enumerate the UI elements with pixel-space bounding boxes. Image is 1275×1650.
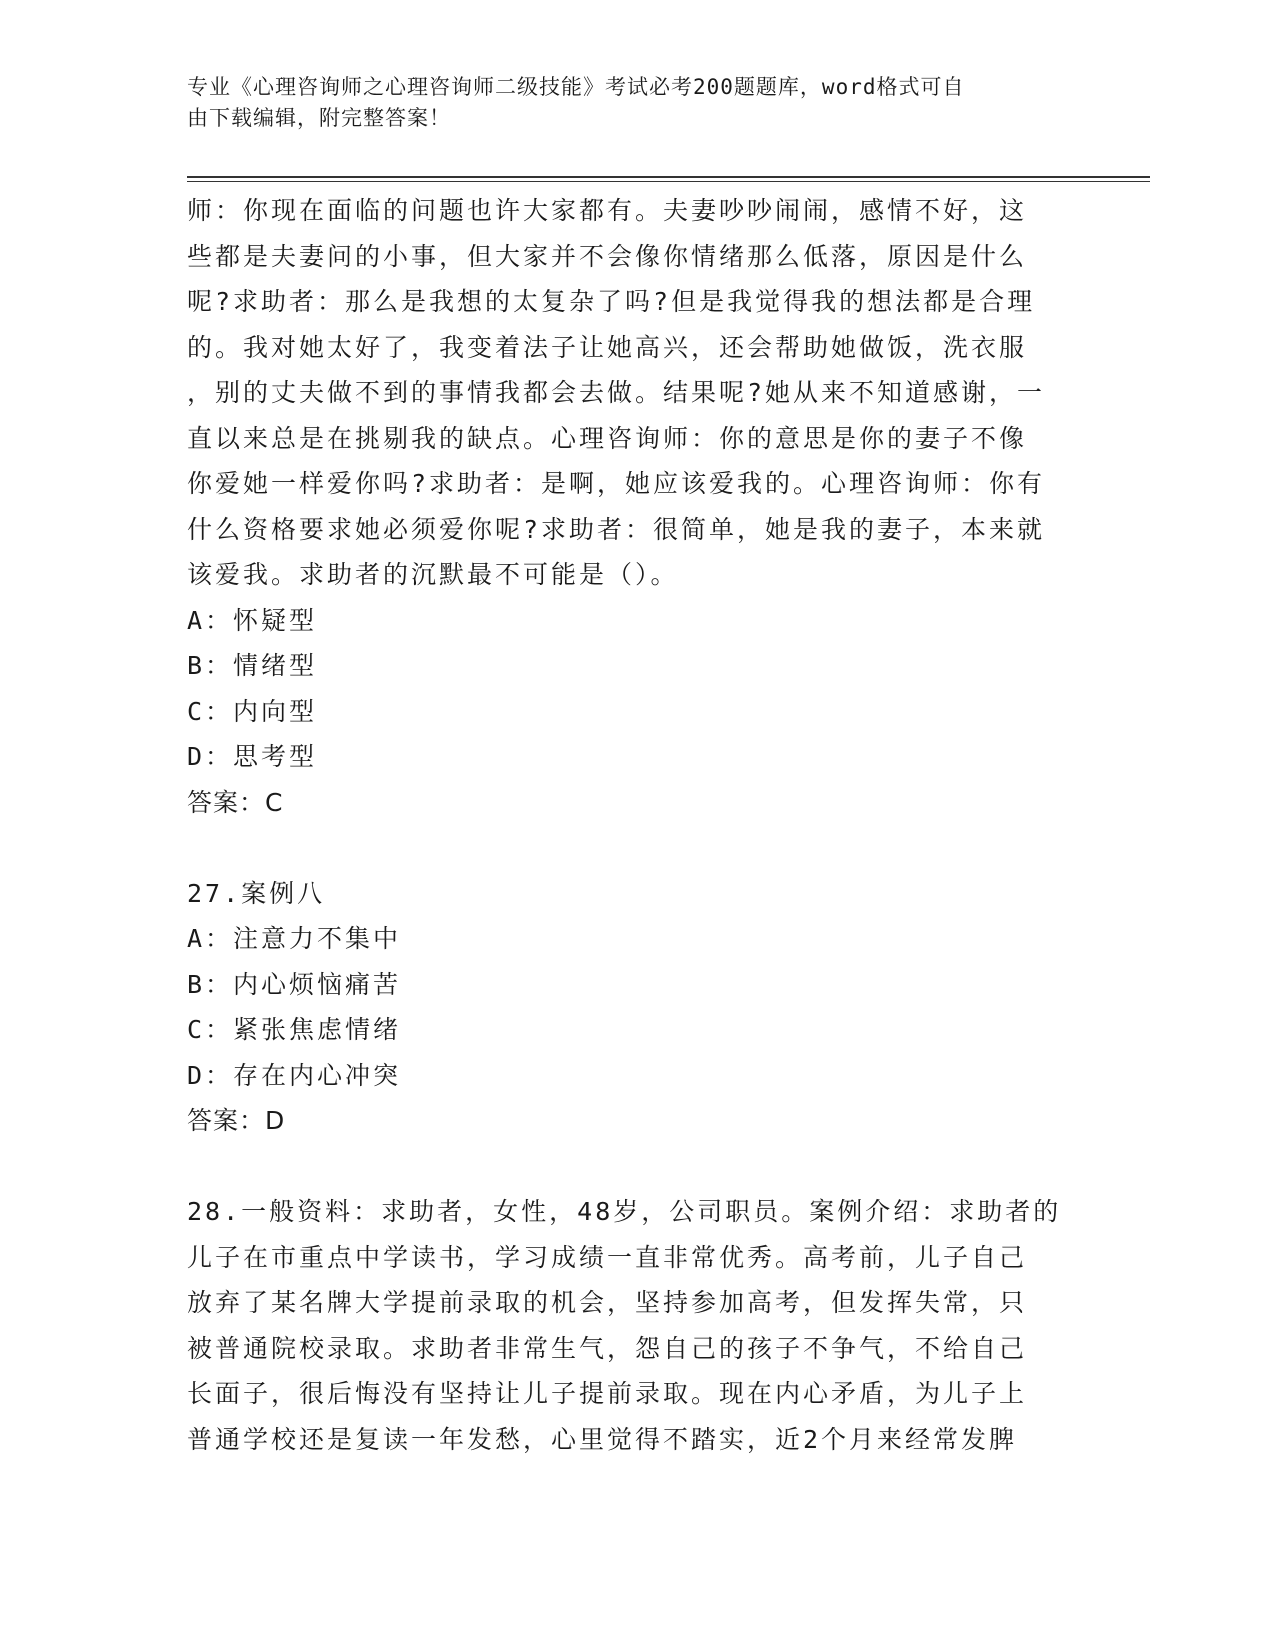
- document-header: [187, 72, 1087, 134]
- option-a: A：怀疑型: [187, 605, 318, 635]
- option-a: A：注意力不集中: [187, 924, 402, 953]
- header-line-2: 由下载编辑，附完整答案！: [187, 106, 451, 130]
- question-stem-line: 些都是夫妻问的小事，但大家并不会像你情绪那么低落，原因是什么: [187, 241, 1028, 271]
- question-28: [187, 1189, 1087, 1462]
- option-c: C：内向型: [187, 696, 318, 726]
- question-stem-line: 28.一般资料：求助者，女性，48岁，公司职员。案例介绍：求助者的: [187, 1197, 1062, 1226]
- option-d: D：思考型: [187, 742, 318, 771]
- option-b: B：情绪型: [187, 651, 318, 680]
- question-27: [187, 871, 1087, 1144]
- question-stem-line: 放弃了某名牌大学提前录取的机会，坚持参加高考，但发挥失常，只: [187, 1288, 1028, 1317]
- question-stem-line: 呢?求助者：那么是我想的太复杂了吗?但是我觉得我的想法都是合理: [187, 287, 1036, 316]
- option-b: B：内心烦恼痛苦: [187, 969, 402, 999]
- question-stem-line: 该爱我。求助者的沉默最不可能是（）。: [187, 560, 679, 589]
- question-stem-line: 你爱她一样爱你吗?求助者：是啊，她应该爱我的。心理咨询师：你有: [187, 469, 1046, 498]
- header-divider-thick: [187, 176, 1150, 178]
- option-d: D：存在内心冲突: [187, 1060, 402, 1090]
- question-26: [187, 188, 1087, 825]
- question-stem-line: 27.案例八: [187, 878, 326, 908]
- question-stem-line: 的。我对她太好了，我变着法子让她高兴，还会帮助她做饭，洗衣服: [187, 332, 1028, 362]
- question-stem-line: 长面子，很后悔没有坚持让儿子提前录取。现在内心矛盾，为儿子上: [187, 1379, 1028, 1408]
- question-stem-line: 什么资格要求她必须爱你呢?求助者：很简单，她是我的妻子，本来就: [187, 514, 1046, 544]
- question-stem-line: 儿子在市重点中学读书，学习成绩一直非常优秀。高考前，儿子自己: [187, 1242, 1028, 1272]
- header-divider-thin: [187, 181, 1150, 182]
- spacer: [187, 1144, 1087, 1190]
- header-line-1: 专业《心理咨询师之心理咨询师二级技能》考试必考200题题库，word格式可自: [187, 75, 965, 99]
- question-stem-line: 被普通院校录取。求助者非常生气，怨自己的孩子不争气，不给自己: [187, 1333, 1028, 1363]
- question-stem-line: 师：你现在面临的问题也许大家都有。夫妻吵吵闹闹，感情不好，这: [187, 196, 1028, 225]
- answer-line: 答案：C: [187, 787, 284, 817]
- option-c: C：紧张焦虑情绪: [187, 1015, 402, 1044]
- question-stem-line: 普通学校还是复读一年发愁，心里觉得不踏实，近2个月来经常发脾: [187, 1424, 1018, 1454]
- document-body: [187, 188, 1087, 1462]
- spacer: [187, 825, 1087, 871]
- question-stem-line: ，别的丈夫做不到的事情我都会去做。结果呢?她从来不知道感谢，一: [187, 378, 1046, 407]
- question-stem-line: 直以来总是在挑剔我的缺点。心理咨询师：你的意思是你的妻子不像: [187, 423, 1028, 453]
- answer-line: 答案：D: [187, 1106, 286, 1135]
